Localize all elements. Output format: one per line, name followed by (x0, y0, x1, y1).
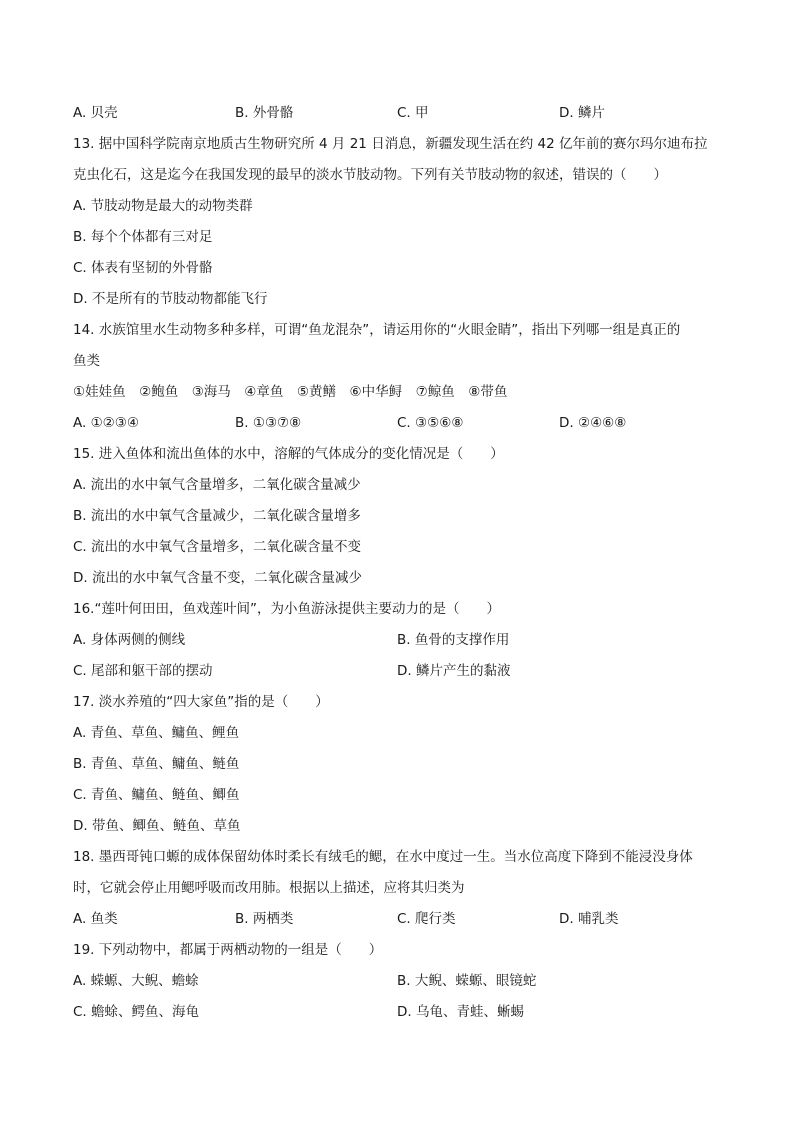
q14-stem-line2: 鱼类 (73, 353, 100, 369)
q18-stem-line2: 时，它就会停止用鳃呼吸而改用肺。根据以上描述，应将其归类为 (73, 880, 465, 896)
q16-stem: 16.“莲叶何田田，鱼戏莲叶间”，为小鱼游泳提供主要动力的是（ ） (73, 601, 500, 617)
q18-option-b: B. 两栖类 (235, 911, 294, 927)
q17-option-d: D. 带鱼、鲫鱼、鲢鱼、草鱼 (73, 818, 241, 834)
q14-stem-line1: 14. 水族馆里水生动物多种多样，可谓“鱼龙混杂”，请运用你的“火眼金睛”，指出下列哪一组是真正的 (73, 322, 681, 338)
q14-option-b: B. ①③⑦⑧ (235, 415, 302, 431)
q13-stem-line2: 克虫化石，这是迄今在我国发现的最早的淡水节肢动物。下列有关节肢动物的叙述，错误的（ ） (73, 167, 667, 183)
q15-option-a: A. 流出的水中氧气含量增多，二氧化碳含量减少 (73, 477, 361, 493)
q16-option-b: B. 鱼骨的支撑作用 (397, 632, 510, 648)
q15-option-d: D. 流出的水中氧气含量不变，二氧化碳含量减少 (73, 570, 362, 586)
q19-option-d: D. 乌龟、青蛙、蜥蜴 (397, 1004, 524, 1020)
q14-option-c: C. ③⑤⑥⑧ (397, 415, 464, 431)
q13-option-a: A. 节肢动物是最大的动物类群 (73, 198, 253, 214)
q18-options (73, 904, 723, 935)
q19-stem: 19. 下列动物中，都属于两栖动物的一组是（ ） (73, 942, 383, 958)
q12-option-c: C. 甲 (397, 105, 429, 121)
q15-option-c: C. 流出的水中氧气含量增多，二氧化碳含量不变 (73, 539, 362, 555)
exam-page (73, 98, 723, 1028)
q18-stem-line1: 18. 墨西哥钝口螈的成体保留幼体时柔长有绒毛的鳃，在水中度过一生。当水位高度下降到不能浸没身体 (73, 849, 693, 865)
q19-options-row1 (73, 966, 723, 997)
q12-option-b: B. 外骨骼 (235, 105, 294, 121)
q18-option-d: D. 哺乳类 (559, 911, 619, 927)
q19-option-a: A. 蝾螈、大鲵、蟾蜍 (73, 973, 199, 989)
q12-option-d: D. 鳞片 (559, 105, 605, 121)
q17-option-b: B. 青鱼、草鱼、鳙鱼、鲢鱼 (73, 756, 240, 772)
q13-option-d: D. 不是所有的节肢动物都能飞行 (73, 291, 268, 307)
q17-option-c: C. 青鱼、鳙鱼、鲢鱼、鲫鱼 (73, 787, 240, 803)
q17-option-a: A. 青鱼、草鱼、鳙鱼、鲤鱼 (73, 725, 240, 741)
q19-options-row2 (73, 997, 723, 1028)
q19-option-c: C. 蟾蜍、鳄鱼、海龟 (73, 1004, 200, 1020)
q18-option-c: C. 爬行类 (397, 911, 456, 927)
q16-option-c: C. 尾部和躯干部的摆动 (73, 663, 213, 679)
q17-stem: 17. 淡水养殖的“四大家鱼”指的是（ ） (73, 694, 329, 710)
q13-option-b: B. 每个个体都有三对足 (73, 229, 213, 245)
q14-option-a: A. ①②③④ (73, 415, 139, 431)
q12-options (73, 98, 723, 129)
q16-options-row2 (73, 656, 723, 687)
q14-items: ①娃娃鱼 ②鲍鱼 ③海马 ④章鱼 ⑤黄鳝 ⑥中华鲟 ⑦鲸鱼 ⑧带鱼 (73, 384, 508, 400)
q16-option-a: A. 身体两侧的侧线 (73, 632, 186, 648)
q14-option-d: D. ②④⑥⑧ (559, 415, 627, 431)
q14-options (73, 408, 723, 439)
q13-option-c: C. 体表有坚韧的外骨骼 (73, 260, 213, 276)
q13-stem-line1: 13. 据中国科学院南京地质古生物研究所 4 月 21 日消息，新疆发现生活在约 42 亿年前的赛尔玛尔迪布拉 (73, 136, 708, 152)
q16-options-row1 (73, 625, 723, 656)
q16-option-d: D. 鳞片产生的黏液 (397, 663, 511, 679)
q12-option-a: A. 贝壳 (73, 105, 118, 121)
q18-option-a: A. 鱼类 (73, 911, 118, 927)
q15-option-b: B. 流出的水中氧气含量减少，二氧化碳含量增多 (73, 508, 361, 524)
q19-option-b: B. 大鲵、蝾螈、眼镜蛇 (397, 973, 537, 989)
q15-stem: 15. 进入鱼体和流出鱼体的水中，溶解的气体成分的变化情况是（ ） (73, 446, 504, 462)
